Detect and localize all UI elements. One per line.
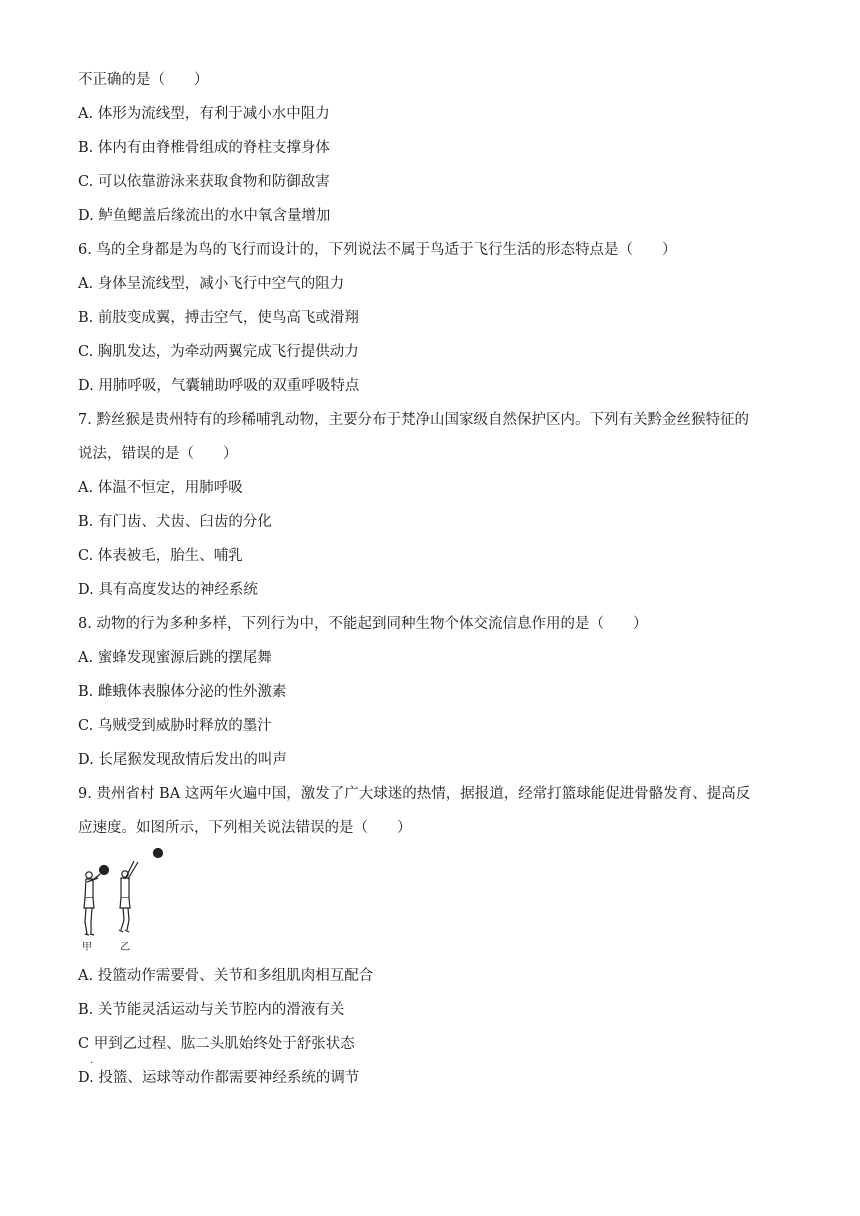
player-jia-drawing (84, 866, 109, 936)
q9-option-c: C 甲到乙过程、肱二头肌始终处于舒张状态 (78, 1036, 355, 1052)
q7-option-d: D. 具有高度发达的神经系统 (78, 582, 258, 598)
q6-option-b: B. 前肢变成翼，搏击空气，使鸟高飞或滑翔 (78, 310, 359, 326)
q7-option-b: B. 有门齿、犬齿、臼齿的分化 (78, 514, 272, 530)
q6-stem: 6. 鸟的全身都是为鸟的飞行而设计的，下列说法不属于鸟适于飞行生活的形态特点是（ ） (78, 242, 677, 258)
q5-option-b: B. 体内有由脊椎骨组成的脊柱支撑身体 (78, 140, 330, 156)
q8-option-d: D. 长尾猴发现敌情后发出的叫声 (78, 752, 287, 768)
q7-stem-line1: 7. 黔丝猴是贵州特有的珍稀哺乳动物，主要分布于梵净山国家级自然保护区内。下列有关黔金丝猴特征的 (78, 412, 749, 428)
basketball-players-illustration (78, 848, 178, 944)
figure-label-yi: 乙 (120, 942, 130, 953)
q9-option-c-wrapper (78, 1034, 798, 1066)
q6-option-c: C. 胸肌发达，为牵动两翼完成飞行提供动力 (78, 344, 359, 360)
q9-option-d: D. 投篮、运球等动作都需要神经系统的调节 (78, 1070, 360, 1086)
q7-stem-line2: 说法，错误的是（ ） (78, 446, 238, 462)
q5-option-d: D. 鲈鱼鳃盖后缘流出的水中氧含量增加 (78, 208, 331, 224)
ball-jia (100, 866, 109, 875)
player-yi-drawing (119, 849, 163, 933)
q5-option-c: C. 可以依靠游泳来获取食物和防御敌害 (78, 174, 330, 190)
basketball-figure (78, 848, 178, 960)
q6-option-d: D. 用肺呼吸，气囊辅助呼吸的双重呼吸特点 (78, 378, 360, 394)
q8-option-b: B. 雌蛾体表腺体分泌的性外激素 (78, 684, 287, 700)
q9-stem-line1: 9. 贵州省村 BA 这两年火遍中国，激发了广大球迷的热情，据报道，经常打篮球能促进骨骼发育、提高反 (78, 786, 751, 802)
q7-option-c: C. 体表被毛，胎生、哺乳 (78, 548, 243, 564)
q8-option-a: A. 蜜蜂发现蜜源后跳的摆尾舞 (78, 650, 272, 666)
q8-option-c: C. 乌贼受到威胁时释放的墨汁 (78, 718, 272, 734)
exam-page (78, 70, 798, 1102)
ball-yi (154, 849, 163, 858)
q5-option-a: A. 体形为流线型，有利于减小水中阻力 (78, 106, 330, 122)
q9-option-c-dot: . (90, 1055, 94, 1066)
q6-option-a: A. 身体呈流线型，减小飞行中空气的阻力 (78, 276, 345, 292)
q5-stem-tail: 不正确的是（ ） (78, 72, 209, 88)
q9-option-a: A. 投篮动作需要骨、关节和多组肌肉相互配合 (78, 968, 374, 984)
q9-stem-line2: 应速度。如图所示，下列相关说法错误的是（ ） (78, 820, 412, 836)
figure-label-jia: 甲 (82, 942, 92, 953)
q9-option-b: B. 关节能灵活运动与关节腔内的滑液有关 (78, 1002, 345, 1018)
q8-stem: 8. 动物的行为多种多样，下列行为中，不能起到同种生物个体交流信息作用的是（ ） (78, 616, 648, 632)
q7-option-a: A. 体温不恒定，用肺呼吸 (78, 480, 243, 496)
